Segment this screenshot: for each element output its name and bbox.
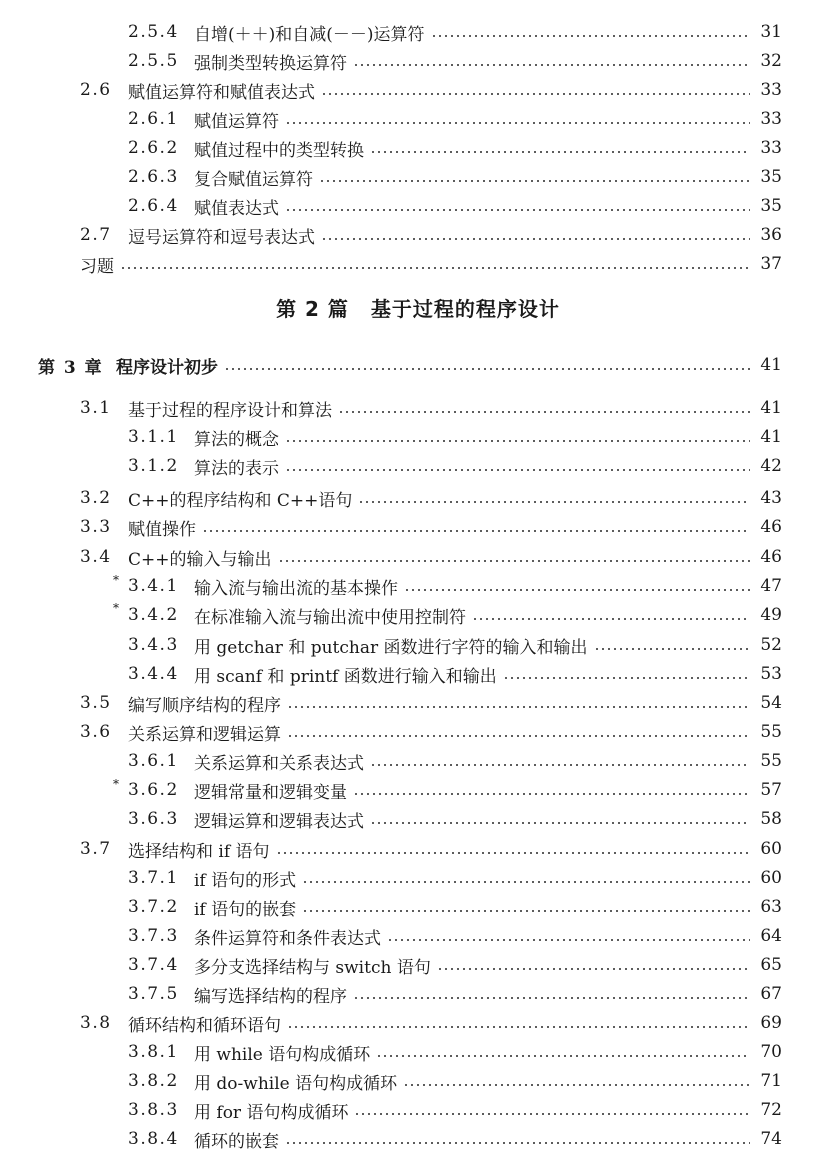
toc-entry[interactable]: [128, 1068, 782, 1094]
entry-title: 强制类型转换运算符: [194, 53, 347, 74]
entry-page: 42: [760, 456, 782, 476]
toc-entry[interactable]: [80, 690, 782, 716]
entry-title: 基于过程的程序设计和算法: [128, 400, 332, 421]
entry-number: 3.8.1: [128, 1042, 179, 1062]
entry-page: 53: [760, 664, 782, 684]
entry-title: 循环的嵌套: [194, 1131, 279, 1152]
toc-entry[interactable]: [128, 632, 782, 658]
dot-leader: [278, 560, 751, 562]
toc-entry[interactable]: [128, 923, 782, 949]
toc-entry[interactable]: [80, 544, 782, 570]
entry-number: 2.5.5: [128, 51, 179, 71]
entry-title: 关系运算和逻辑运算: [128, 724, 281, 745]
entry-number: 3.4.3: [128, 635, 179, 655]
dot-leader: [472, 618, 750, 620]
toc-entry[interactable]: [128, 193, 782, 219]
dot-leader: [285, 1142, 750, 1144]
entry-page: 36: [760, 225, 782, 245]
dot-leader: [404, 589, 750, 591]
entry-number: 3.7.5: [128, 984, 179, 1004]
entry-page: 47: [760, 576, 782, 596]
toc-entry[interactable]: [128, 453, 782, 479]
dot-leader: [594, 648, 750, 650]
entry-page: 46: [760, 547, 782, 567]
entry-page: 32: [760, 51, 782, 71]
toc-entry[interactable]: [80, 77, 782, 103]
chapter-page: 41: [760, 355, 782, 375]
dot-leader: [321, 238, 750, 240]
entry-title: 赋值运算符: [194, 111, 279, 132]
toc-entry[interactable]: [80, 1010, 782, 1036]
entry-title: 用 do-while 语句构成循环: [194, 1073, 398, 1094]
entry-title: 编写顺序结构的程序: [128, 695, 281, 716]
entry-number: 3.1.2: [128, 456, 179, 476]
dot-leader: [321, 93, 750, 95]
dot-leader: [387, 939, 750, 941]
dot-leader: [338, 411, 750, 413]
dot-leader: [302, 910, 750, 912]
entry-page: 31: [760, 22, 782, 42]
entry-page: 72: [760, 1100, 782, 1120]
toc-entry[interactable]: [128, 602, 782, 628]
entry-number: 3.4: [80, 547, 112, 567]
optional-marker: *: [113, 573, 119, 587]
entry-number: 3.8.4: [128, 1129, 179, 1149]
entry-page: 49: [760, 605, 782, 625]
toc-entry[interactable]: [128, 661, 782, 687]
entry-title: 用 for 语句构成循环: [194, 1102, 349, 1123]
chapter-title: 程序设计初步: [116, 357, 218, 378]
entry-page: 55: [760, 722, 782, 742]
entry-page: 60: [760, 839, 782, 859]
dot-leader: [120, 267, 750, 269]
dot-leader: [285, 122, 750, 124]
entry-number: 2.7: [80, 225, 112, 245]
toc-entry[interactable]: [128, 19, 782, 45]
toc-entry[interactable]: [128, 164, 782, 190]
dot-leader: [285, 440, 750, 442]
optional-marker: *: [113, 601, 119, 615]
entry-number: 2.6.2: [128, 138, 179, 158]
dot-leader: [358, 501, 750, 503]
entry-page: 41: [760, 427, 782, 447]
toc-entry[interactable]: [128, 748, 782, 774]
entry-page: 55: [760, 751, 782, 771]
toc-entry[interactable]: [128, 48, 782, 74]
toc-entry[interactable]: [80, 395, 782, 421]
entry-number: 3.4.4: [128, 664, 179, 684]
entry-title: 赋值操作: [128, 519, 196, 540]
entry-title: 算法的概念: [194, 429, 279, 450]
dot-leader: [353, 64, 750, 66]
dot-leader: [370, 822, 750, 824]
dot-leader: [319, 180, 750, 182]
dot-leader: [224, 368, 750, 370]
dot-leader: [370, 151, 750, 153]
toc-entry[interactable]: [128, 573, 782, 599]
entry-number: 3.7.2: [128, 897, 179, 917]
toc-entry[interactable]: [80, 514, 782, 540]
entry-page: 74: [760, 1129, 782, 1149]
entry-number: 2.6.1: [128, 109, 179, 129]
chapter-entry[interactable]: [38, 352, 782, 378]
dot-leader: [370, 764, 750, 766]
entry-title: 多分支选择结构与 switch 语句: [194, 957, 431, 978]
entry-title: 循环结构和循环语句: [128, 1015, 281, 1036]
dot-leader: [285, 209, 750, 211]
entry-number: 3.2: [80, 488, 112, 508]
dot-leader: [276, 852, 750, 854]
entry-page: 64: [760, 926, 782, 946]
entry-number: 3.7.3: [128, 926, 179, 946]
entry-page: 35: [760, 196, 782, 216]
entry-number: 3.6.3: [128, 809, 179, 829]
entry-title: 用 getchar 和 putchar 函数进行字符的输入和输出: [194, 637, 588, 658]
entry-page: 67: [760, 984, 782, 1004]
toc-entry[interactable]: [128, 424, 782, 450]
toc-entry[interactable]: [128, 806, 782, 832]
entry-number: 3.3: [80, 517, 112, 537]
entry-number: 2.6.3: [128, 167, 179, 187]
toc-entry[interactable]: [80, 719, 782, 745]
entry-page: 54: [760, 693, 782, 713]
toc-entry[interactable]: [80, 836, 782, 862]
chapter-number: 第 3 章: [38, 357, 104, 378]
entry-page: 35: [760, 167, 782, 187]
entry-number: 3.4.1: [128, 576, 179, 596]
entry-number: 3.6.1: [128, 751, 179, 771]
dot-leader: [353, 793, 750, 795]
dot-leader: [285, 469, 750, 471]
entry-title: 自增(＋＋)和自减(－－)运算符: [194, 24, 425, 45]
entry-page: 57: [760, 780, 782, 800]
entry-number: 3.5: [80, 693, 112, 713]
entry-page: 33: [760, 109, 782, 129]
part-label: 第 2 篇: [276, 297, 349, 321]
entry-page: 65: [760, 955, 782, 975]
entry-number: 3.4.2: [128, 605, 179, 625]
entry-title: C++的输入与输出: [128, 549, 272, 570]
entry-number: 2.5.4: [128, 22, 179, 42]
part-title: 基于过程的程序设计: [370, 297, 560, 321]
entry-title: 算法的表示: [194, 458, 279, 479]
toc-entry[interactable]: [128, 894, 782, 920]
entry-number: 3.6: [80, 722, 112, 742]
entry-page: 43: [760, 488, 782, 508]
entry-page: 71: [760, 1071, 782, 1091]
entry-title: 在标准输入流与输出流中使用控制符: [194, 607, 466, 628]
entry-title: 赋值表达式: [194, 198, 279, 219]
toc-entry[interactable]: [128, 777, 782, 803]
entry-title: 逻辑常量和逻辑变量: [194, 782, 347, 803]
entry-number: 3.7.1: [128, 868, 179, 888]
entry-title: 习题: [80, 256, 114, 277]
entry-title: 选择结构和 if 语句: [128, 841, 270, 862]
entry-title: if 语句的嵌套: [194, 899, 297, 920]
entry-title: 关系运算和关系表达式: [194, 753, 364, 774]
entry-number: 3.8.2: [128, 1071, 179, 1091]
entry-page: 58: [760, 809, 782, 829]
entry-page: 41: [760, 398, 782, 418]
entry-page: 33: [760, 80, 782, 100]
toc-entry[interactable]: [128, 106, 782, 132]
entry-title: 输入流与输出流的基本操作: [194, 578, 398, 599]
entry-number: 3.1.1: [128, 427, 179, 447]
entry-number: 3.8.3: [128, 1100, 179, 1120]
toc-entry[interactable]: [128, 135, 782, 161]
entry-page: 37: [760, 254, 782, 274]
toc-entry[interactable]: [128, 981, 782, 1007]
entry-number: 3.8: [80, 1013, 112, 1033]
entry-title: 用 while 语句构成循环: [194, 1044, 371, 1065]
toc-entry[interactable]: [128, 952, 782, 978]
entry-page: 69: [760, 1013, 782, 1033]
entry-title: 用 scanf 和 printf 函数进行输入和输出: [194, 666, 497, 687]
toc-entry[interactable]: [128, 1126, 782, 1152]
entry-page: 46: [760, 517, 782, 537]
dot-leader: [287, 706, 750, 708]
entry-title: 条件运算符和条件表达式: [194, 928, 381, 949]
entry-page: 60: [760, 868, 782, 888]
entry-title: 赋值过程中的类型转换: [194, 140, 364, 161]
dot-leader: [202, 530, 750, 532]
dot-leader: [403, 1084, 750, 1086]
entry-title: C++的程序结构和 C++语句: [128, 490, 353, 511]
entry-page: 70: [760, 1042, 782, 1062]
toc-entry[interactable]: [80, 485, 782, 511]
toc-entry[interactable]: [128, 1097, 782, 1123]
toc-entry[interactable]: [80, 222, 782, 248]
dot-leader: [354, 1113, 750, 1115]
entry-number: 3.7: [80, 839, 112, 859]
dot-leader: [302, 881, 750, 883]
entry-title: 复合赋值运算符: [194, 169, 313, 190]
entry-number: 3.1: [80, 398, 112, 418]
dot-leader: [437, 968, 750, 970]
dot-leader: [287, 735, 750, 737]
entry-title: 赋值运算符和赋值表达式: [128, 82, 315, 103]
entry-number: 3.7.4: [128, 955, 179, 975]
dot-leader: [353, 997, 750, 999]
dot-leader: [431, 35, 750, 37]
entry-title: 编写选择结构的程序: [194, 986, 347, 1007]
part-heading: [0, 293, 836, 322]
entry-title: if 语句的形式: [194, 870, 297, 891]
entry-number: 3.6.2: [128, 780, 179, 800]
entry-title: 逗号运算符和逗号表达式: [128, 227, 315, 248]
entry-page: 63: [760, 897, 782, 917]
entry-number: 2.6: [80, 80, 112, 100]
toc-entry[interactable]: [128, 865, 782, 891]
entry-title: 逻辑运算和逻辑表达式: [194, 811, 364, 832]
dot-leader: [287, 1026, 750, 1028]
toc-entry[interactable]: [128, 1039, 782, 1065]
entry-page: 33: [760, 138, 782, 158]
entry-page: 52: [760, 635, 782, 655]
entry-number: 2.6.4: [128, 196, 179, 216]
optional-marker: *: [113, 777, 119, 791]
dot-leader: [376, 1055, 750, 1057]
toc-entry-exercises[interactable]: [80, 251, 782, 277]
dot-leader: [503, 677, 750, 679]
